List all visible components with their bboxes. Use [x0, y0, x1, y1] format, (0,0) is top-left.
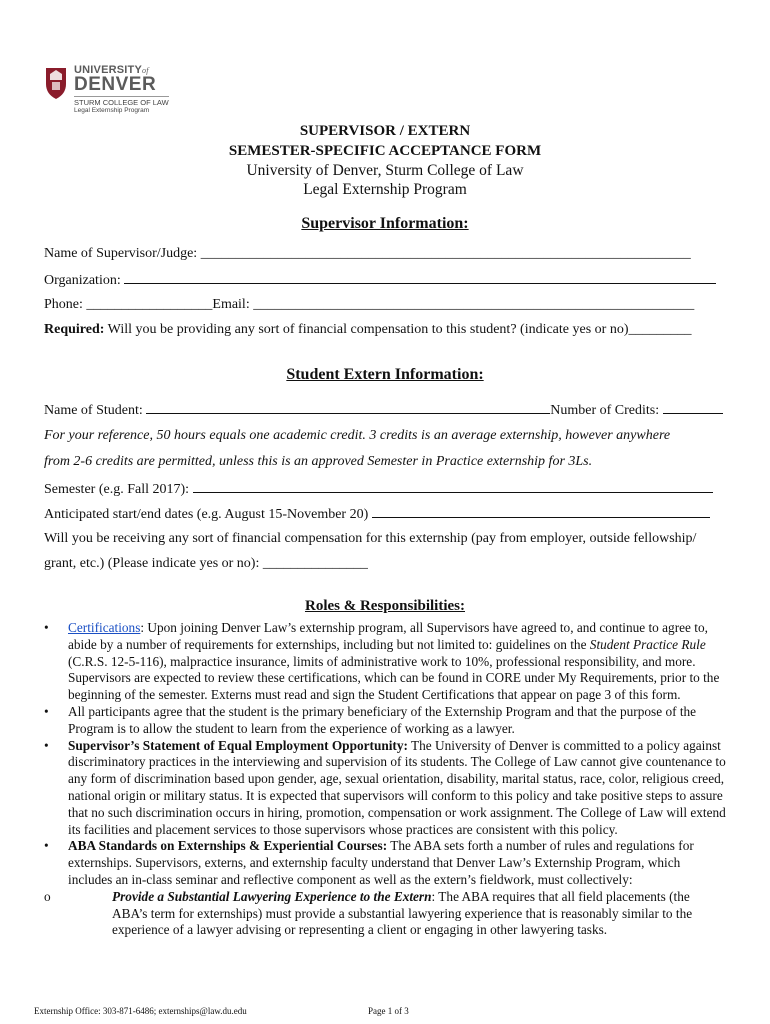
- credits-label: Number of Credits:: [550, 403, 660, 418]
- phone-label: Phone:: [44, 297, 83, 312]
- student-practice-rule: Student Practice Rule: [589, 636, 706, 652]
- footer-office: Externship Office: 303-871-6486; externships@law.du.edu: [34, 1006, 247, 1016]
- bullet-icon: •: [44, 620, 49, 635]
- certifications-text-b: (C.R.S. 12-5-116), malpractice insurance, limits of administrative work to 10%, professional responsibility, and more. Supervisors are expected to review these certifications, which can be found in CORE under My Requirements, prior to the beginning of the semester. Externs must read and sign the Student Certifications that appear on page 3 of this form.: [68, 653, 720, 703]
- semester-label: Semester (e.g. Fall 2017):: [44, 482, 190, 497]
- aba-standards-title: ABA Standards on Externships & Experiential Courses:: [68, 838, 388, 854]
- list-item-primary-beneficiary: [44, 704, 726, 738]
- compensation-row: [44, 556, 726, 572]
- phone-field[interactable]: __________________: [86, 297, 213, 312]
- roles-list: [44, 620, 726, 939]
- supervisor-name-field[interactable]: ______________________________________________________________________: [200, 246, 691, 261]
- credits-field[interactable]: [663, 401, 723, 414]
- contact-row: [44, 297, 726, 313]
- compensation-field[interactable]: _______________: [262, 556, 368, 571]
- equal-employment-title: Supervisor’s Statement of Equal Employment Opportunity:: [68, 737, 408, 753]
- title-line-1: SUPERVISOR / EXTERN: [299, 123, 471, 139]
- supervisor-name-row: [44, 246, 726, 262]
- student-heading: Student Extern Information:: [286, 366, 484, 383]
- organization-label: Organization:: [44, 273, 121, 288]
- title-line-4: Legal Externship Program: [303, 181, 467, 198]
- organization-field[interactable]: [124, 271, 716, 284]
- supervisor-heading: Supervisor Information:: [301, 215, 469, 232]
- required-label: Required:: [44, 322, 105, 337]
- list-item-equal-employment: [44, 738, 726, 839]
- sub-item-lawyering-experience: [44, 889, 726, 939]
- roles-heading: Roles & Responsibilities:: [304, 598, 465, 614]
- certifications-link[interactable]: Certifications: [68, 620, 141, 635]
- aba-standards-text: The ABA sets forth a number of rules and regulations for externships. Supervisors, externs, and externship faculty understand that Denver Law’s Externship Program, which includes an in-class seminar and reflective component as well as the extern’s fieldwork, must collectively:: [68, 838, 694, 887]
- compensation-line-2: grant, etc.) (Please indicate yes or no):: [44, 556, 260, 571]
- list-item-certifications: [44, 620, 726, 704]
- supervisor-name-label: Name of Supervisor/Judge:: [44, 246, 198, 261]
- lawyering-experience-text: : The ABA requires that all field placements (the ABA’s term for externships) must provide a substantial lawyering experience that is reasonably similar to the experience of a lawyer advising or representing a client or engaging in other lawyering tasks.: [112, 888, 693, 938]
- logo-denver: DENVER: [74, 74, 157, 95]
- semester-field[interactable]: [193, 480, 713, 493]
- logo-university: UNIVERSITYof: [74, 64, 149, 76]
- equal-employment-text: The University of Denver is committed to a policy against discriminatory practices in the interviewing and supervision of its students. The College of Law cannot give countenance to any form of discrimination based upon gender, age, sexual orientation, disability, marital status, race, color, religious creed, national origin or military status. It is expected that supervisors will conform to this policy and take positive steps to assure that no such discrimination occurs in hiring, promotion, compensation or work assignment. The College of Law will extend its facilities and placement services to those supervisors whose practices are consistent with this policy.: [68, 737, 726, 837]
- email-field[interactable]: _______________________________________________________________: [253, 297, 695, 312]
- compensation-required-row: [44, 322, 726, 338]
- title-line-3: University of Denver, Sturm College of Law: [246, 162, 524, 179]
- dates-row: [44, 505, 726, 523]
- semester-row: [44, 480, 726, 498]
- bullet-icon: •: [44, 737, 49, 753]
- logo-college: STURM COLLEGE OF LAW: [74, 98, 169, 107]
- university-logo: [44, 64, 169, 124]
- footer-page-number: Page 1 of 3: [368, 1006, 409, 1016]
- student-name-row: [44, 401, 726, 419]
- email-label: Email:: [212, 297, 250, 312]
- logo-program: Legal Externship Program: [74, 107, 150, 114]
- credits-reference-line-1: For your reference, 50 hours equals one academic credit. 3 credits is an average externship, however anywhere: [44, 428, 671, 443]
- list-item-aba-standards: [44, 838, 726, 939]
- bullet-icon: •: [44, 838, 49, 854]
- lawyering-experience-title: Provide a Substantial Lawyering Experience to the Extern: [112, 888, 432, 904]
- sub-bullet-icon: o: [44, 888, 51, 904]
- certifications-text-a: : Upon joining Denver Law’s externship program, all Supervisors have agreed to, and continue to agree to, abide by a number of requirements for externships, including but not limited to: guidelines on the: [68, 620, 708, 652]
- crest-icon: [44, 66, 68, 100]
- title-line-2: SEMESTER-SPECIFIC ACCEPTANCE FORM: [228, 143, 542, 159]
- compensation-line-1: Will you be receiving any sort of financial compensation for this externship (pay from employer, outside fellowship/: [44, 531, 697, 546]
- student-name-label: Name of Student:: [44, 403, 143, 418]
- bullet-icon: •: [44, 703, 49, 719]
- required-question: Will you be providing any sort of financial compensation to this student? (indicate yes or no): [107, 322, 629, 337]
- organization-row: [44, 271, 726, 289]
- student-name-field[interactable]: [146, 401, 550, 414]
- primary-beneficiary-text: All participants agree that the student is the primary beneficiary of the Externship Program and that the purpose of the Program is to allow the student to learn from the experience of working as a lawyer.: [68, 703, 697, 736]
- credits-reference-line-2: from 2-6 credits are permitted, unless this is an approved Semester in Practice externship for 3Ls.: [44, 454, 593, 469]
- dates-label: Anticipated start/end dates (e.g. August 15-November 20): [44, 507, 369, 522]
- required-field[interactable]: _________: [628, 322, 692, 337]
- dates-field[interactable]: [372, 505, 710, 518]
